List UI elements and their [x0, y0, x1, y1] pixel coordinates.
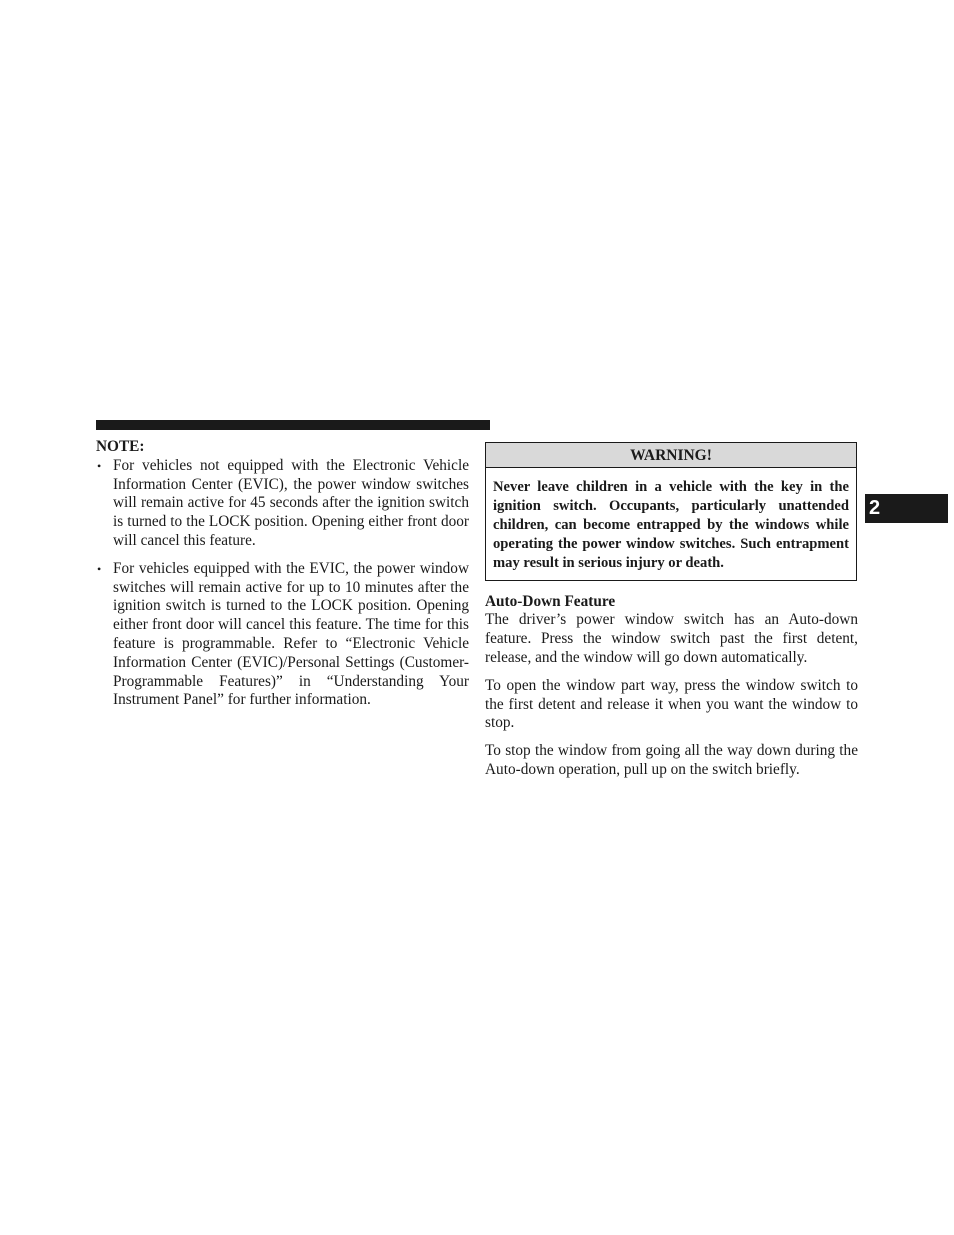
auto-down-heading: Auto-Down Feature — [485, 592, 616, 610]
note-bullet-item — [96, 457, 469, 551]
warning-text: Never leave children in a vehicle with the key in the ignition switch. Occupants, particularly unattended children, can become entrapped by the windows while operating the power window switches. Such entrapment may result in serious injury or death. — [493, 479, 849, 571]
section-divider-bar — [96, 420, 490, 430]
chapter-number: 2 — [869, 497, 881, 519]
note-bullet-item — [96, 560, 469, 710]
bullet-icon: • — [97, 561, 102, 576]
auto-down-paragraph: To stop the window from going all the way down during the Auto-down operation, pull up on the switch briefly. — [485, 742, 858, 778]
warning-title: WARNING! — [486, 443, 856, 468]
right-column — [485, 442, 858, 789]
warning-box — [485, 442, 857, 581]
note-label: NOTE: — [96, 438, 145, 455]
note-bullet-list — [96, 457, 469, 710]
chapter-tab — [865, 494, 948, 523]
auto-down-paragraph: To open the window part way, press the window switch to the first detent and release it when you want the window to stop. — [485, 676, 858, 732]
auto-down-paragraph: The driver’s power window switch has an Auto-down feature. Press the window switch past the first detent, release, and the window will go down automatically. — [485, 611, 858, 666]
bullet-icon: • — [97, 458, 102, 473]
note-bullet-text: For vehicles not equipped with the Electronic Vehicle Information Center (EVIC), the power window switches will remain active for 45 seconds after the ignition switch is turned to the LOCK position. Opening either front door will cancel this feature. — [113, 456, 469, 549]
note-section — [96, 438, 469, 719]
note-bullet-text: For vehicles equipped with the EVIC, the power window switches will remain active for up to 10 minutes after the ignition switch is turned to the LOCK position. Opening either front door will cancel this feature. The time for this feature is programmable. Refer to “Electronic Vehicle Information Center (EVIC)/Personal Settings (Customer-Programmable Features)” in “Understanding Your Instrument Panel” for further information. — [113, 559, 469, 709]
